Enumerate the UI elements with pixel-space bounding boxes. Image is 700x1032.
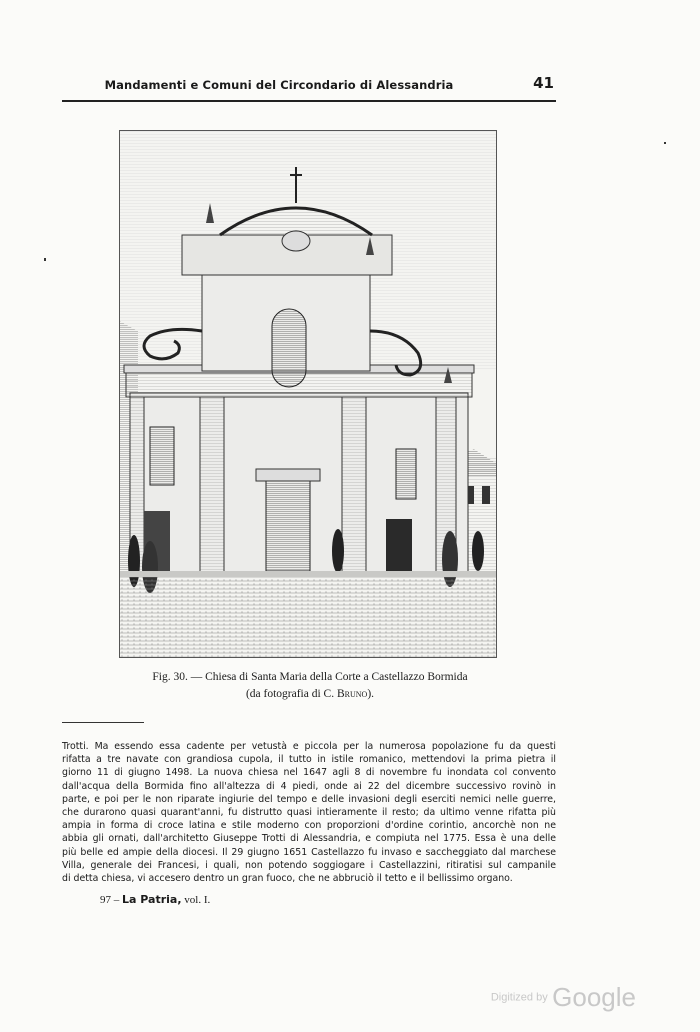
body-line: più belle ed ampie della diocesi. Il 29 giugno 1651 Castellazzo fu invaso e saccheggiato dal marchese [62, 846, 556, 858]
signature-number: 97 [100, 894, 111, 906]
signature-line [100, 893, 210, 906]
church-facade-illustration [120, 131, 496, 657]
body-line: dall'acqua della Bormida fino all'altezza di 4 piedi, onde ai 22 del dicembre successivo rovinò in [62, 780, 556, 792]
body-line: Trotti. Ma essendo essa cadente per vetustà e piccola per la numerosa popolazione fu da questi [62, 741, 556, 752]
body-line: ampia in forma di croce latina e stile moderno con proporzioni d'ordine corintio, ancorchè non ne [62, 820, 556, 832]
body-line: rifatta a tre navate con grandiosa cupola, il tutto in istile romanico, mettendovi la prima pietra il [62, 754, 556, 766]
body-line: giorno 11 di giugno 1498. La nuova chiesa nel 1647 agli 8 di novembre fu inondata col convento [62, 767, 556, 779]
page-number: 41 [533, 74, 554, 92]
body-line: abbia gli ornati, dall'architetto Giuseppe Trotti di Alessandria, e compiuta nel 1775. Essa è una delle [62, 833, 556, 845]
caption-author: C. Bruno [323, 688, 368, 700]
header-title: Mandamenti e Comuni del Circondario di Alessandria [104, 78, 454, 92]
body-line: parte, e poi per le non riparate ingiurie del tempo e delle invasioni degli eserciti nemici nelle guerre, [62, 793, 556, 805]
caption-suffix: ). [367, 688, 375, 700]
scan-speck [44, 258, 46, 261]
body-paragraph [62, 740, 556, 885]
running-header [62, 72, 556, 102]
figure-caption-line2 [100, 686, 520, 703]
volume-label: vol. I. [184, 894, 211, 906]
body-line: che durarono quasi quarant'anni, fu distrutto quasi intieramente il resto; da ultimo venne rifatta più [62, 807, 556, 819]
publication-title: La Patria, [122, 893, 182, 906]
body-line: Villa, generale dei Francesi, i quali, non potendo soggiogare i Castellazzini, ritiratisi sul campanile [62, 859, 556, 871]
watermark-brand: Google [552, 982, 636, 1012]
footnote-rule [62, 722, 144, 723]
signature-dash: – [113, 894, 120, 906]
scan-speck [664, 142, 666, 144]
caption-prefix: (da fotografia di [245, 688, 324, 700]
figure-caption-line1: Fig. 30. — Chiesa di Santa Maria della Corte a Castellazzo Bormida [152, 671, 468, 683]
body-line: di detta chiesa, vi accesero dentro un gran fuoco, che ne abbruciò il tetto e il bellissimo organo. [62, 873, 513, 885]
church-engraving [119, 130, 497, 658]
digitized-watermark [491, 982, 636, 1013]
watermark-prefix: Digitized by [490, 991, 548, 1004]
